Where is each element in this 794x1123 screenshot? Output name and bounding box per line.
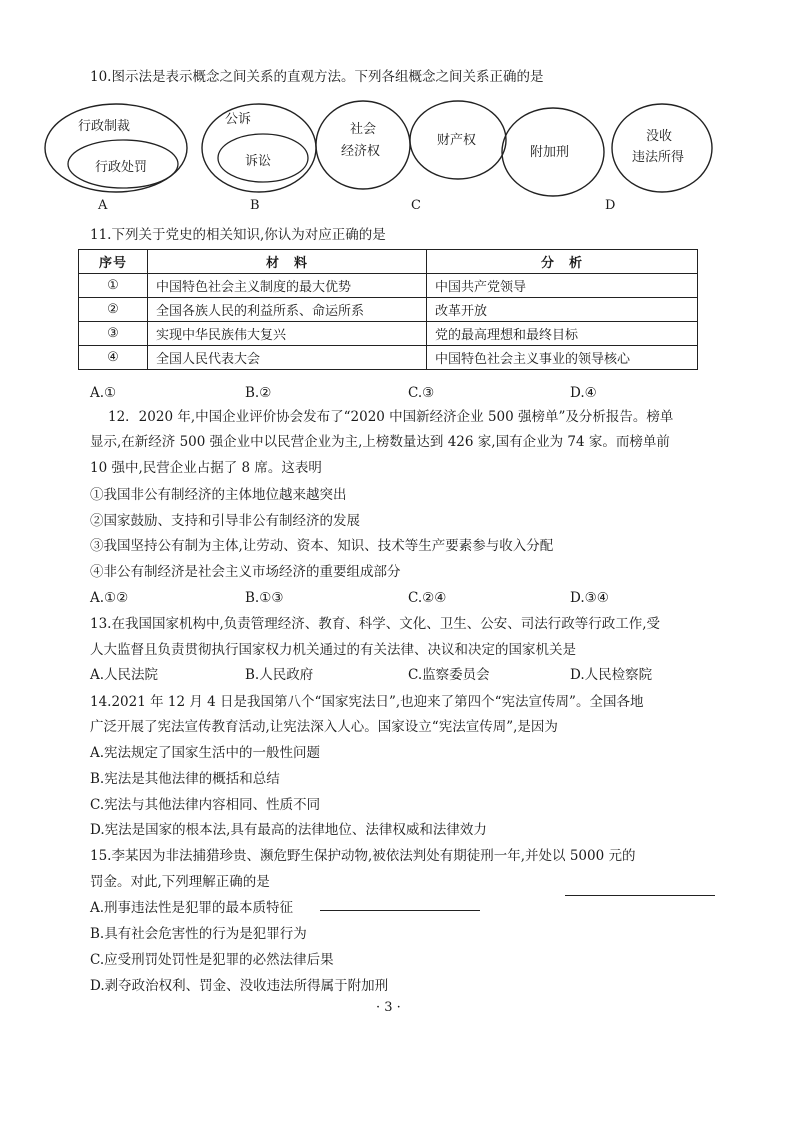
b-inner-label: 诉讼 (245, 154, 272, 169)
row-material: 实现中华民族伟大复兴 (148, 322, 427, 346)
q12-stem-line-1: 12．2020 年,中国企业评价协会发布了“2020 中国新经济企业 500 强榜单”及分析报告。榜单 (108, 409, 674, 425)
q12-statement-3: ③我国坚持公有制为主体,让劳动、资本、知识、技术等生产要素参与收入分配 (90, 538, 554, 554)
q13-option-d: D.人民检察院 (570, 667, 653, 683)
d-right-label-1: 没收 (646, 129, 673, 144)
table-row (79, 346, 698, 370)
col-header-number: 序号 (79, 250, 148, 274)
col-header-material: 材 料 (148, 250, 427, 274)
option-letter-a: A (98, 198, 108, 213)
row-number: ③ (79, 322, 148, 346)
q13-stem-line-2: 人大监督且负责贯彻执行国家权力机关通过的有关法律、决议和决定的国家机关是 (90, 642, 576, 658)
q15-stem-line-1: 15.李某因为非法捕猎珍贵、濒危野生保护动物,被依法判处有期徒刑一年,并处以 5000 元的 (90, 848, 636, 864)
q11-option-a: A.① (90, 385, 117, 401)
q10-diagram (40, 96, 760, 216)
d-right-label-2: 违法所得 (632, 150, 685, 165)
q12-statement-1: ①我国非公有制经济的主体地位越来越突出 (90, 487, 347, 503)
option-letter-c: C (411, 198, 421, 213)
stray-scan-line (320, 910, 480, 911)
q14-option-d: D.宪法是国家的根本法,具有最高的法律地位、法律权威和法律效力 (90, 822, 487, 838)
row-number: ④ (79, 346, 148, 370)
row-material: 中国特色社会主义制度的最大优势 (148, 274, 427, 298)
d-left-label: 附加刑 (530, 145, 570, 160)
table-row (79, 298, 698, 322)
b-outer-label: 公诉 (225, 112, 252, 127)
c-left-label-1: 社会 (350, 122, 377, 137)
q12-option-b: B.①③ (245, 590, 284, 606)
q14-option-b: B.宪法是其他法律的概括和总结 (90, 771, 280, 787)
row-number: ① (79, 274, 148, 298)
q14-option-c: C.宪法与其他法律内容相同、性质不同 (90, 797, 321, 813)
stray-scan-line (565, 895, 715, 896)
q14-stem-line-2: 广泛开展了宪法宣传教育活动,让宪法深入人心。国家设立“宪法宣传周”,是因为 (90, 719, 558, 735)
q12-option-c: C.②④ (408, 590, 447, 606)
row-number: ② (79, 298, 148, 322)
q11-option-d: D.④ (570, 385, 597, 401)
q13-stem-line-1: 13.在我国国家机构中,负责管理经济、教育、科学、文化、卫生、公安、司法行政等行政工作,受 (90, 616, 661, 632)
q15-option-b: B.具有社会危害性的行为是犯罪行为 (90, 926, 307, 942)
q10-stem: 10.图示法是表示概念之间关系的直观方法。下列各组概念之间关系正确的是 (90, 69, 544, 85)
table-header-row (79, 250, 698, 274)
row-analysis: 中国共产党领导 (427, 274, 698, 298)
table-row (79, 322, 698, 346)
q15-stem-line-2: 罚金。对此,下列理解正确的是 (90, 874, 270, 890)
q11-option-c: C.③ (408, 385, 435, 401)
col-header-analysis: 分 析 (427, 250, 698, 274)
q13-option-b: B.人民政府 (245, 667, 314, 683)
q14-option-a: A.宪法规定了国家生活中的一般性问题 (90, 745, 321, 761)
q13-option-c: C.监察委员会 (408, 667, 490, 683)
row-material: 全国人民代表大会 (148, 346, 427, 370)
q11-option-b: B.② (245, 385, 272, 401)
b-outer-ellipse (202, 104, 316, 192)
q15-option-a: A.刑事违法性是犯罪的最本质特征 (90, 900, 294, 916)
c-left-label-2: 经济权 (341, 144, 381, 159)
option-letter-b: B (250, 198, 260, 213)
q12-stem-line-2: 显示,在新经济 500 强企业中以民营企业为主,上榜数量达到 426 家,国有企业为 74 家。而榜单前 (90, 434, 670, 450)
q13-option-a: A.人民法院 (90, 667, 159, 683)
row-analysis: 改革开放 (427, 298, 698, 322)
q15-option-d: D.剥夺政治权利、罚金、没收违法所得属于附加刑 (90, 978, 389, 994)
q12-option-d: D.③④ (570, 590, 609, 606)
q14-stem-line-1: 14.2021 年 12 月 4 日是我国第八个“国家宪法日”,也迎来了第四个“宪法宣传周”。全国各地 (90, 694, 644, 710)
q12-statement-2: ②国家鼓励、支持和引导非公有制经济的发展 (90, 513, 360, 529)
table-row (79, 274, 698, 298)
row-material: 全国各族人民的利益所系、命运所系 (148, 298, 427, 322)
page-number: · 3 · (376, 1000, 401, 1015)
q11-stem: 11.下列关于党史的相关知识,你认为对应正确的是 (90, 227, 386, 243)
q15-option-c: C.应受刑罚处罚性是犯罪的必然法律后果 (90, 952, 334, 968)
c-right-label: 财产权 (437, 133, 477, 148)
option-letter-d: D (605, 198, 616, 213)
q12-stem-line-3: 10 强中,民营企业占据了 8 席。这表明 (90, 460, 322, 476)
a-outer-label: 行政制裁 (78, 119, 131, 134)
row-analysis: 中国特色社会主义事业的领导核心 (427, 346, 698, 370)
a-inner-label: 行政处罚 (95, 160, 148, 175)
row-analysis: 党的最高理想和最终目标 (427, 322, 698, 346)
q11-table (78, 249, 698, 370)
q12-option-a: A.①② (90, 590, 129, 606)
q12-statement-4: ④非公有制经济是社会主义市场经济的重要组成部分 (90, 564, 401, 580)
